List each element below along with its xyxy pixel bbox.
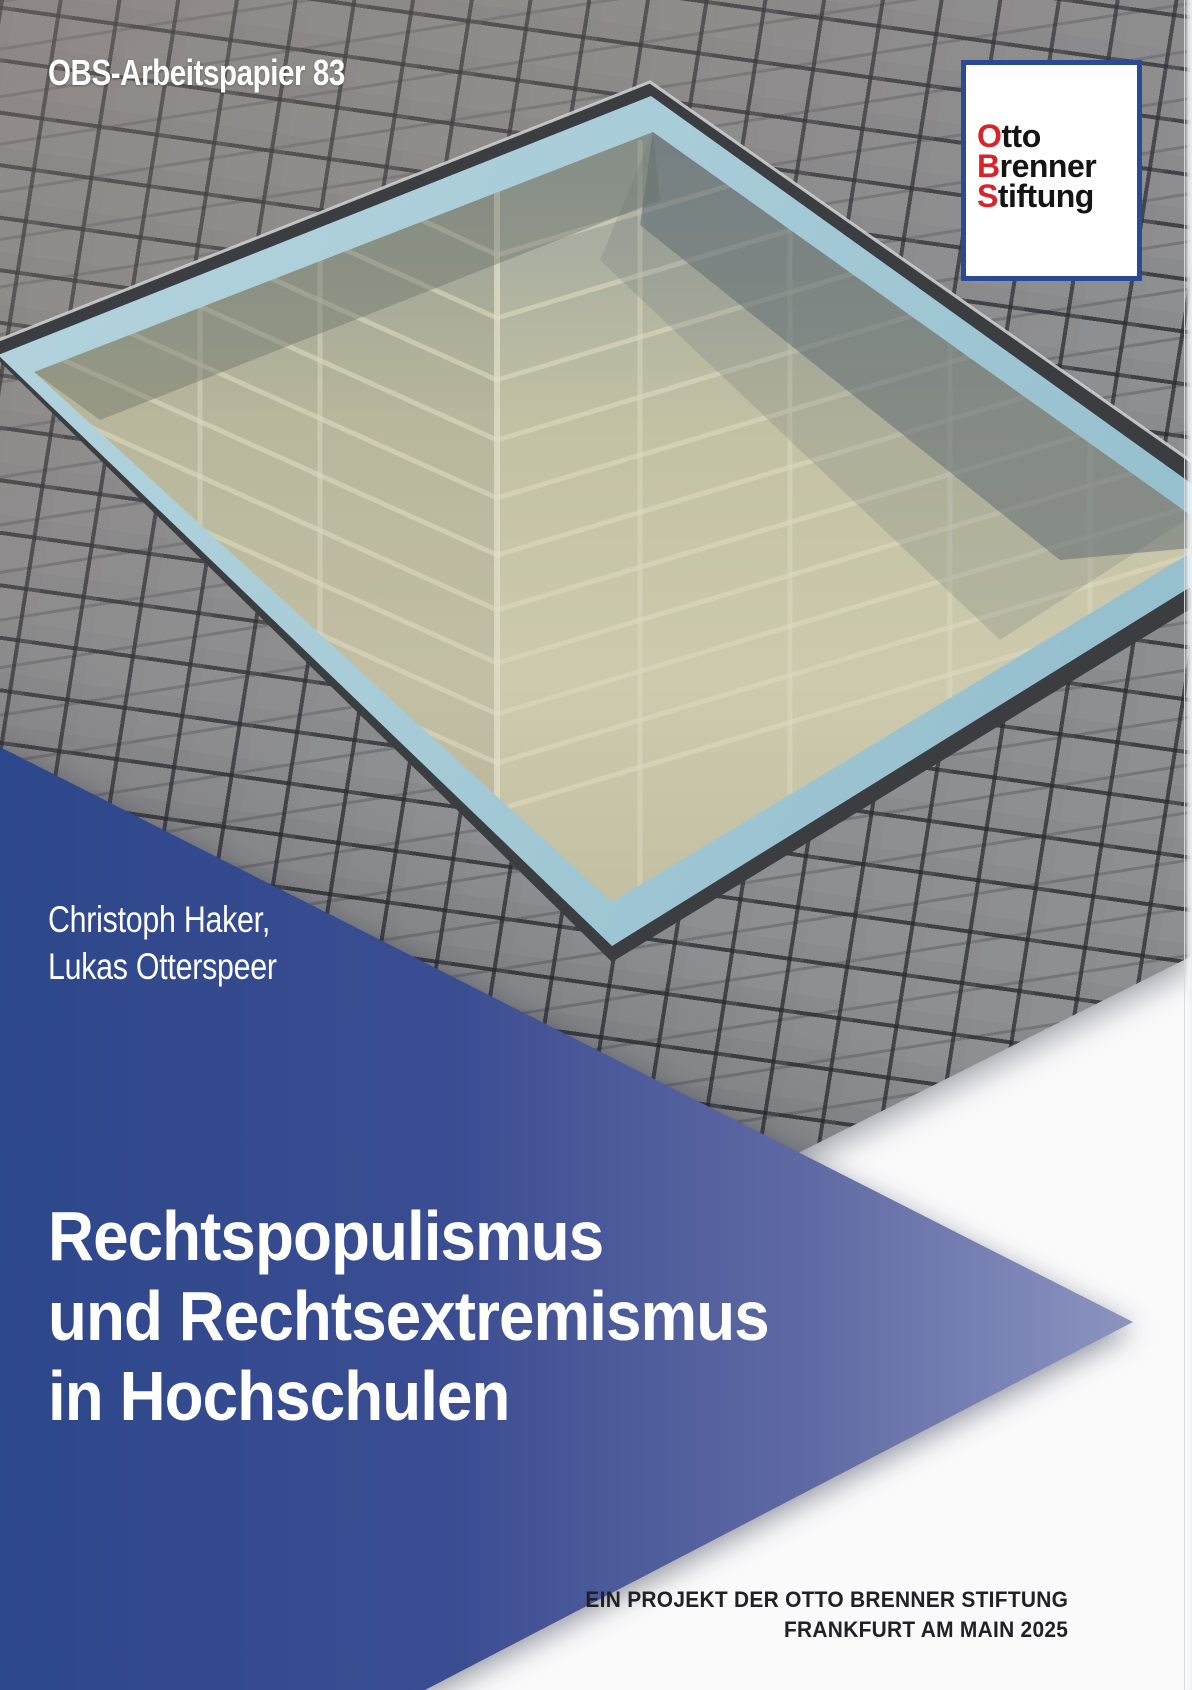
logo-line — [977, 148, 1137, 184]
title-line: Rechtspopulismus — [48, 1197, 604, 1275]
footer-line: EIN PROJEKT DER OTTO BRENNER STIFTUNG — [585, 1587, 1068, 1612]
logo-initial: O — [977, 118, 1002, 154]
logo-rest: tto — [1001, 118, 1041, 154]
title-line: und Rechtsextremismus — [48, 1277, 769, 1355]
cover-title — [48, 1196, 769, 1436]
page-edge-strip — [1184, 0, 1192, 1690]
author-names — [48, 896, 277, 990]
logo-initial: S — [977, 178, 998, 214]
series-label: OBS-Arbeitspapier 83 — [48, 52, 345, 93]
footer-credit — [585, 1585, 1068, 1645]
logo-line — [977, 118, 1137, 154]
obs-logo — [961, 60, 1142, 281]
author-line: Christoph Haker, — [48, 899, 271, 940]
logo-rest: renner — [999, 148, 1097, 184]
logo-initial: B — [977, 148, 1000, 184]
author-line: Lukas Otterspeer — [48, 946, 277, 987]
footer-line: FRANKFURT AM MAIN 2025 — [783, 1617, 1068, 1642]
title-line: in Hochschulen — [48, 1357, 510, 1435]
logo-rest: tiftung — [997, 178, 1094, 214]
logo-line — [977, 178, 1137, 214]
